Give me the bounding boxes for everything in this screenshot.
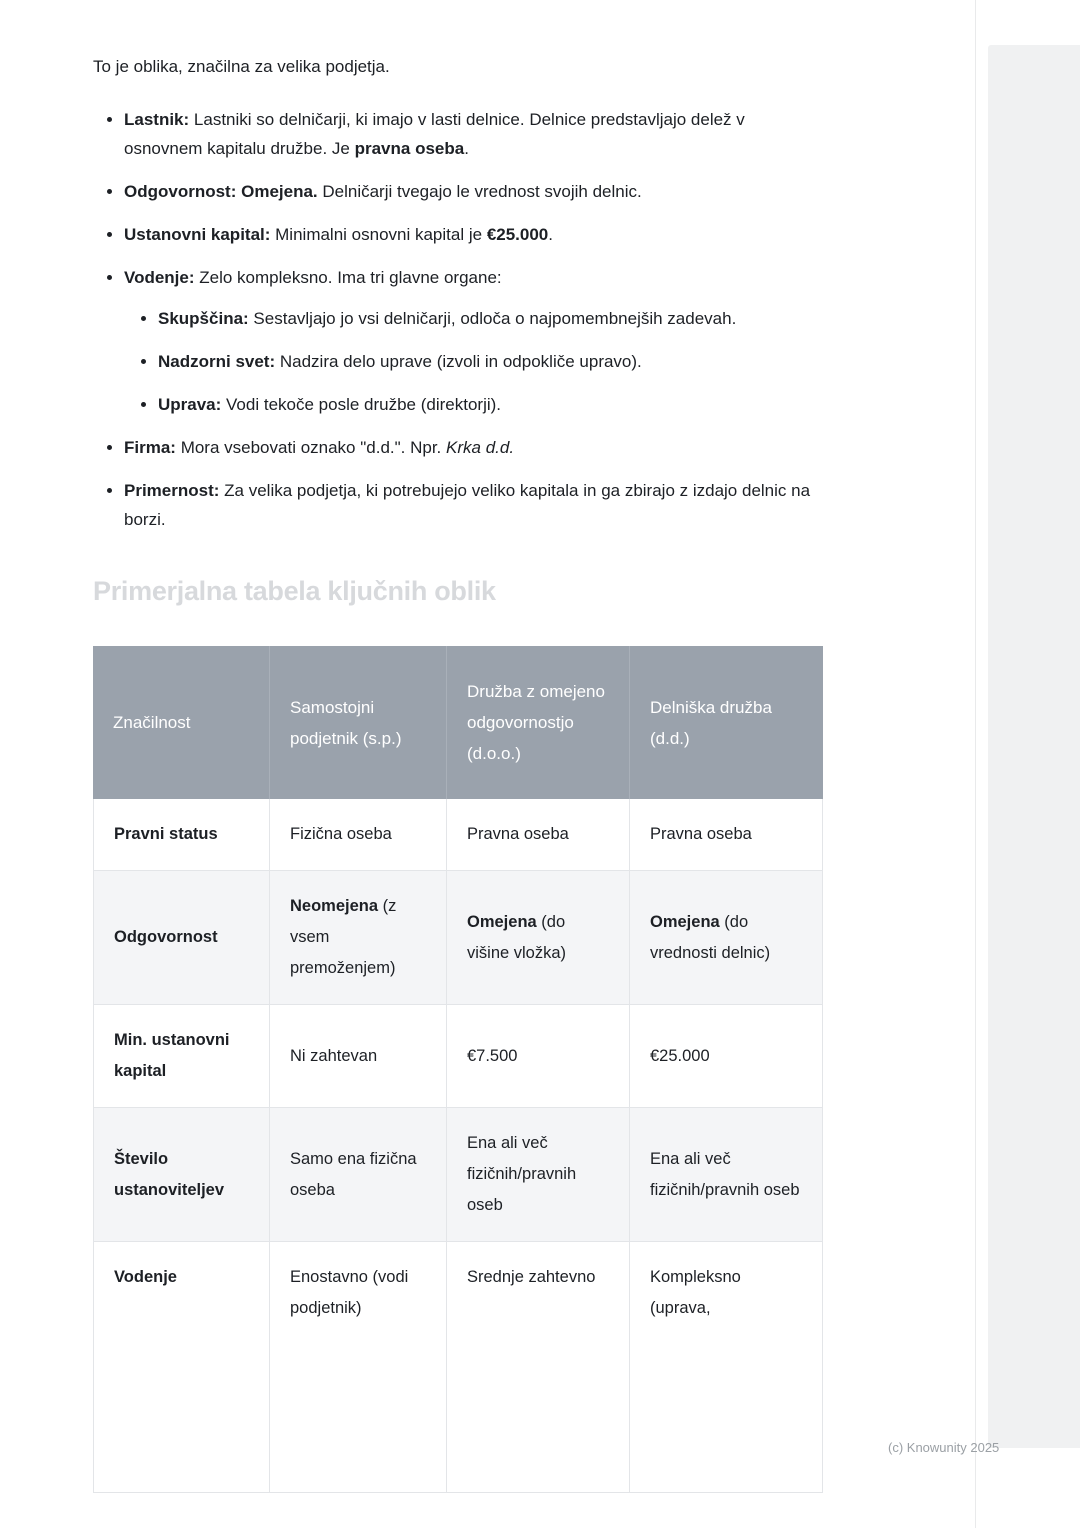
table-cell: Neomejena (z vsem premoženjem) <box>270 871 447 1005</box>
section-heading: Primerjalna tabela ključnih oblik <box>93 576 496 606</box>
bullet-text: Ustanovni kapital: Minimalni osnovni kapital je €25.000. <box>124 225 553 244</box>
bullet-text: Nadzorni svet: Nadzira delo uprave (izvoli in odpokliče upravo). <box>158 352 642 371</box>
copyright-watermark: (c) Knowunity 2025 <box>888 1440 1000 1455</box>
row-label-cell: Vodenje <box>93 1242 270 1493</box>
bullet-text: Vodenje: Zelo kompleksno. Ima tri glavne organe: <box>124 268 502 287</box>
bullet-text: Firma: Mora vsebovati oznako "d.d.". Npr. Krka d.d. <box>124 438 515 457</box>
table-cell: Ni zahtevan <box>270 1005 447 1108</box>
table-row-odgovornost <box>93 871 823 1005</box>
bullet-item-firma <box>124 433 823 462</box>
table-cell: Fizična oseba <box>270 799 447 871</box>
table-cell: Kompleksno (uprava, <box>630 1242 823 1493</box>
bullet-item-uprava <box>158 390 823 419</box>
table-row-vodenje <box>93 1242 823 1493</box>
table-cell: Samo ena fizična oseba <box>270 1108 447 1242</box>
table-cell: Enostavno (vodi podjetnik) <box>270 1242 447 1493</box>
table-cell: Omejena (do višine vložka) <box>447 871 630 1005</box>
table-cell: Srednje zahtevno <box>447 1242 630 1493</box>
table-cell: €25.000 <box>630 1005 823 1108</box>
row-label-cell: Pravni status <box>93 799 270 871</box>
bullet-text: Skupščina: Sestavljajo jo vsi delničarji, odloča o najpomembnejših zadevah. <box>158 309 737 328</box>
intro-paragraph: To je oblika, značilna za velika podjetja. <box>93 57 390 76</box>
bullet-item-vodenje <box>124 263 823 419</box>
bullet-item-skupscina <box>158 304 823 333</box>
row-label-cell: Odgovornost <box>93 871 270 1005</box>
sub-bullet-list <box>124 304 823 419</box>
comparison-table <box>93 646 823 1493</box>
table-row-min-kapital <box>93 1005 823 1108</box>
header-cell-doo: Družba z omejeno odgovornostjo (d.o.o.) <box>447 646 630 799</box>
bullet-text: Uprava: Vodi tekoče posle družbe (direktorji). <box>158 395 502 414</box>
bullet-text: Lastnik: Lastniki so delničarji, ki imajo v lasti delnice. Delnice predstavljajo delež v osnovnem kapitalu družbe. Je pravna oseba. <box>124 110 745 158</box>
bullet-text: Odgovornost: Omejena. Delničarji tvegajo le vrednost svojih delnic. <box>124 182 642 201</box>
header-cell-sp: Samostojni podjetnik (s.p.) <box>270 646 447 799</box>
table-header-row <box>93 646 823 799</box>
table-cell: Pravna oseba <box>447 799 630 871</box>
page-edge-background <box>988 45 1080 1448</box>
table-row-pravni-status <box>93 799 823 871</box>
bullet-item-ustanovni-kapital <box>124 220 823 249</box>
bullet-item-nadzorni-svet <box>158 347 823 376</box>
bullet-item-odgovornost <box>124 177 823 206</box>
page-right-border <box>975 0 976 1528</box>
bullet-item-lastnik <box>124 105 823 163</box>
bullet-text: Primernost: Za velika podjetja, ki potrebujejo veliko kapitala in ga zbirajo z izdajo delnic na borzi. <box>124 481 811 529</box>
bullet-list <box>93 105 823 534</box>
table-cell: Pravna oseba <box>630 799 823 871</box>
bullet-item-primernost <box>124 476 823 534</box>
header-cell-znacilnost: Značilnost <box>93 646 270 799</box>
row-label-cell: Min. ustanovni kapital <box>93 1005 270 1108</box>
table-cell: €7.500 <box>447 1005 630 1108</box>
table-row-stevilo-ustanoviteljev <box>93 1108 823 1242</box>
row-label-cell: Število ustanoviteljev <box>93 1108 270 1242</box>
document-content <box>93 52 823 1493</box>
table-cell: Ena ali več fizičnih/pravnih oseb <box>447 1108 630 1242</box>
table-cell: Ena ali več fizičnih/pravnih oseb <box>630 1108 823 1242</box>
header-cell-dd: Delniška družba (d.d.) <box>630 646 823 799</box>
table-cell: Omejena (do vrednosti delnic) <box>630 871 823 1005</box>
